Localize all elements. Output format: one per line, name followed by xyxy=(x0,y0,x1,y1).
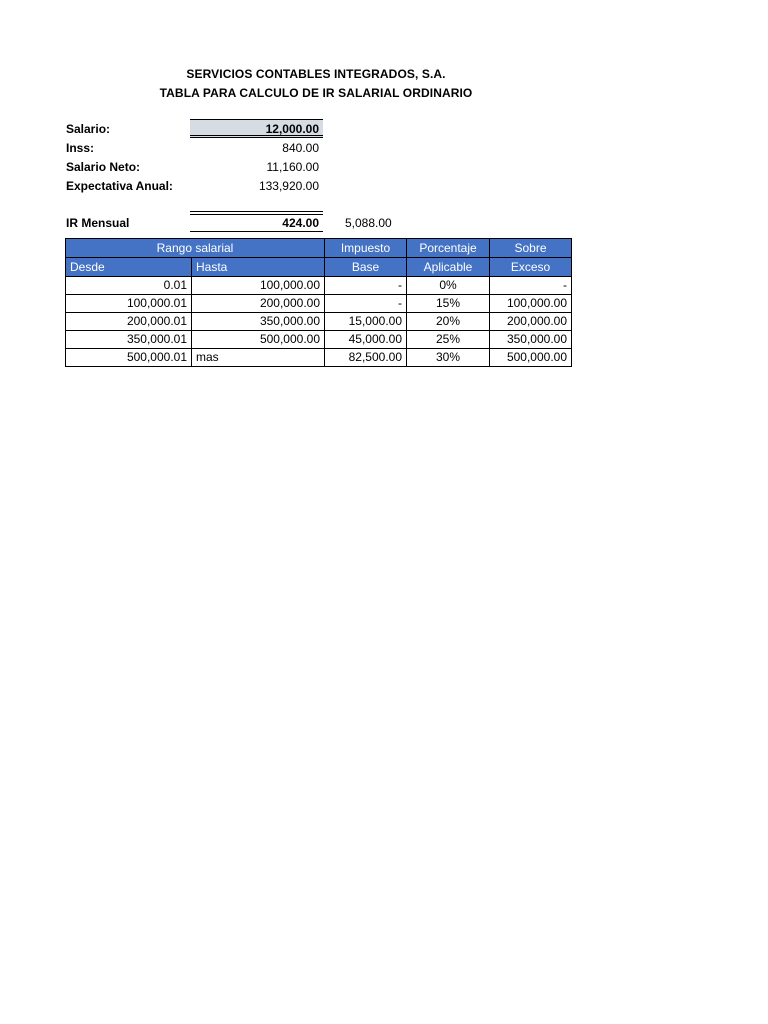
table-row xyxy=(66,295,572,313)
ir-mensual-label: IR Mensual xyxy=(66,216,130,230)
impuesto-base-cell: - xyxy=(325,295,407,313)
hasta-header: Hasta xyxy=(192,258,325,277)
hasta-cell: 100,000.00 xyxy=(192,277,325,295)
sobre-exceso-cell: 200,000.00 xyxy=(490,313,572,331)
table-header-row-2 xyxy=(66,258,572,277)
table-row xyxy=(66,331,572,349)
desde-cell: 0.01 xyxy=(66,277,192,295)
ir-double-top-border xyxy=(190,211,323,215)
sobre-exceso-cell: 350,000.00 xyxy=(490,331,572,349)
salario-neto-label: Salario Neto: xyxy=(66,160,141,174)
table-row xyxy=(66,313,572,331)
porcentaje-cell: 25% xyxy=(407,331,490,349)
impuesto-base-cell: - xyxy=(325,277,407,295)
hasta-cell: 350,000.00 xyxy=(192,313,325,331)
porcentaje-header-bottom: Aplicable xyxy=(407,258,490,277)
sheet-subtitle: TABLA PARA CALCULO DE IR SALARIAL ORDINARIO xyxy=(159,86,473,100)
expectativa-anual-label: Expectativa Anual: xyxy=(66,179,173,193)
sobre-exceso-cell: 100,000.00 xyxy=(490,295,572,313)
hasta-cell: 200,000.00 xyxy=(192,295,325,313)
hasta-cell: mas xyxy=(192,349,325,367)
sobre-exceso-cell: - xyxy=(490,277,572,295)
impuesto-base-header-bottom: Base xyxy=(325,258,407,277)
porcentaje-cell: 20% xyxy=(407,313,490,331)
salario-label: Salario: xyxy=(66,122,111,136)
salario-cell-top-border xyxy=(190,119,323,120)
expectativa-anual-value: 133,920.00 xyxy=(258,179,319,193)
desde-cell: 100,000.01 xyxy=(66,295,192,313)
sobre-exceso-header-bottom: Exceso xyxy=(490,258,572,277)
salario-neto-value: 11,160.00 xyxy=(266,160,319,174)
porcentaje-cell: 15% xyxy=(407,295,490,313)
tax-bracket-table xyxy=(65,238,572,367)
table-row xyxy=(66,277,572,295)
ir-mensual-value: 424.00 xyxy=(282,216,319,230)
impuesto-base-cell: 15,000.00 xyxy=(325,313,407,331)
ir-bottom-border xyxy=(190,231,323,232)
impuesto-base-header-top: Impuesto xyxy=(325,239,407,258)
table-row xyxy=(66,349,572,367)
desde-cell: 350,000.01 xyxy=(66,331,192,349)
sobre-exceso-cell: 500,000.00 xyxy=(490,349,572,367)
ir-anual-value: 5,088.00 xyxy=(345,216,392,230)
table-header-row-1 xyxy=(66,239,572,258)
salario-value[interactable]: 12,000.00 xyxy=(265,122,319,136)
porcentaje-cell: 0% xyxy=(407,277,490,295)
inss-value: 840.00 xyxy=(282,141,319,155)
inss-label: Inss: xyxy=(66,141,95,155)
impuesto-base-cell: 45,000.00 xyxy=(325,331,407,349)
company-title: SERVICIOS CONTABLES INTEGRADOS, S.A. xyxy=(186,67,446,81)
hasta-cell: 500,000.00 xyxy=(192,331,325,349)
sobre-exceso-header-top: Sobre xyxy=(490,239,572,258)
desde-cell: 200,000.01 xyxy=(66,313,192,331)
desde-cell: 500,000.01 xyxy=(66,349,192,367)
rango-salarial-header: Rango salarial xyxy=(66,239,325,258)
porcentaje-header-top: Porcentaje xyxy=(407,239,490,258)
porcentaje-cell: 30% xyxy=(407,349,490,367)
desde-header: Desde xyxy=(66,258,192,277)
impuesto-base-cell: 82,500.00 xyxy=(325,349,407,367)
